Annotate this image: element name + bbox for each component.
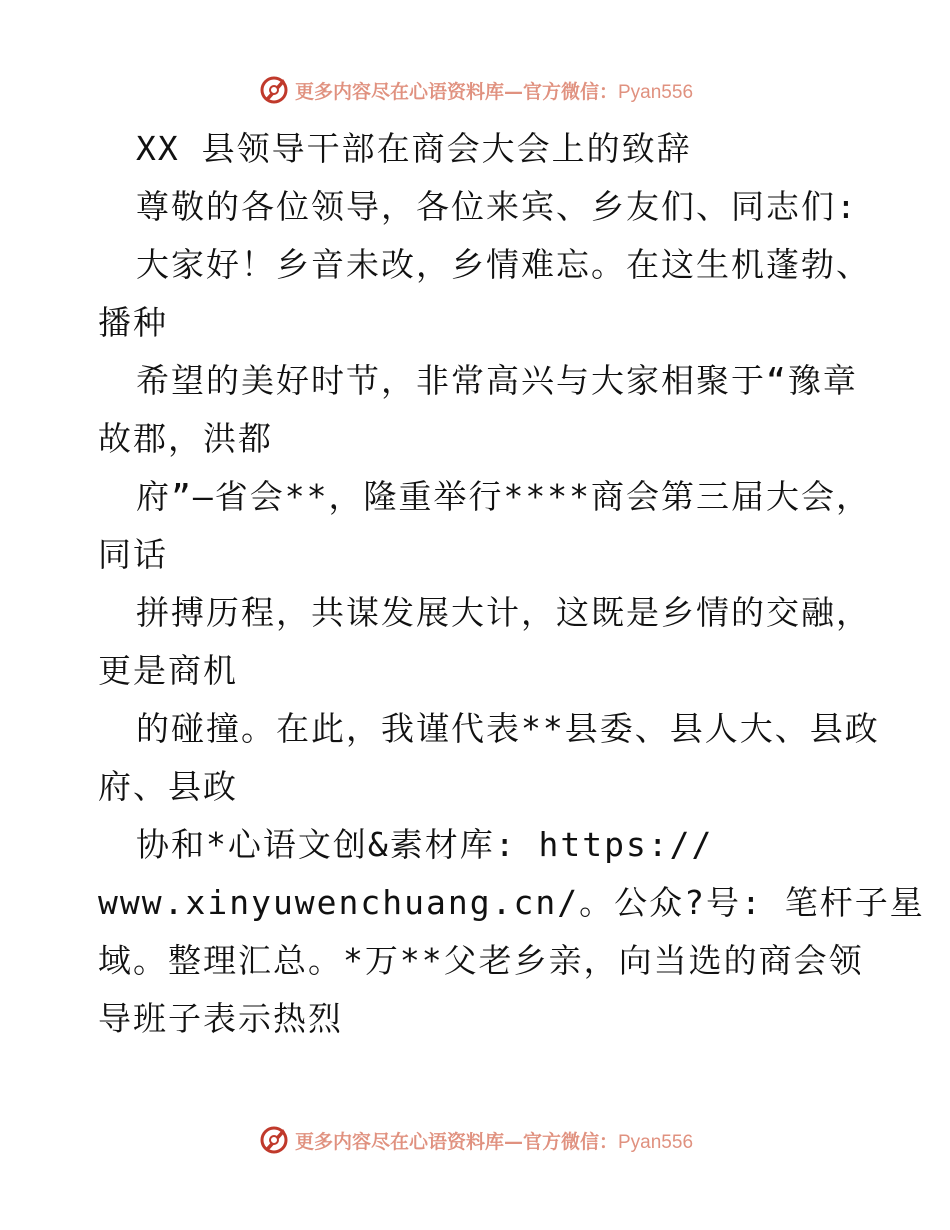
paragraph-line: 导班子表示热烈 <box>98 999 343 1038</box>
paragraph-line: 的碰撞。在此，我谨代表**县委、县人大、县政 <box>136 709 880 748</box>
header-watermark <box>0 72 950 108</box>
header-watermark-text: 更多内容尽在心语资料库—官方微信：Pyan556 <box>294 80 694 103</box>
paragraph-line: 尊敬的各位领导，各位来宾、乡友们、同志们: <box>136 187 858 226</box>
document-body <box>98 120 925 1048</box>
paragraph-line: www.xinyuwenchuang.cn/。公众?号: 笔杆子星 <box>98 883 925 922</box>
paragraph-line: 府、县政 <box>98 767 238 806</box>
paragraph-line: 更是商机 <box>98 651 238 690</box>
paragraph-line: 域。整理汇总。*万**父老乡亲，向当选的商会领 <box>98 941 864 980</box>
paragraph-line: 大家好！乡音未改，乡情难忘。在这生机蓬勃、 <box>136 245 871 284</box>
paragraph-line: 播种 <box>98 303 168 342</box>
paragraph-line: 府”—省会**，隆重举行****商会第三届大会， <box>136 477 871 516</box>
footer-watermark-text: 更多内容尽在心语资料库—官方微信：Pyan556 <box>294 1130 694 1153</box>
paragraph-line: 拼搏历程，共谋发展大计，这既是乡情的交融， <box>136 593 871 632</box>
quill-logo-icon <box>257 73 291 107</box>
paragraph-line: 协和*心语文创&素材库: https:// <box>136 825 714 864</box>
document-title: XX 县领导干部在商会大会上的致辞 <box>136 129 692 168</box>
footer-watermark <box>0 1122 950 1158</box>
quill-logo-icon <box>257 1123 291 1157</box>
paragraph-line: 希望的美好时节，非常高兴与大家相聚于“豫章 <box>136 361 858 400</box>
paragraph-line: 故郡，洪都 <box>98 419 273 458</box>
paragraph-line: 同话 <box>98 535 168 574</box>
